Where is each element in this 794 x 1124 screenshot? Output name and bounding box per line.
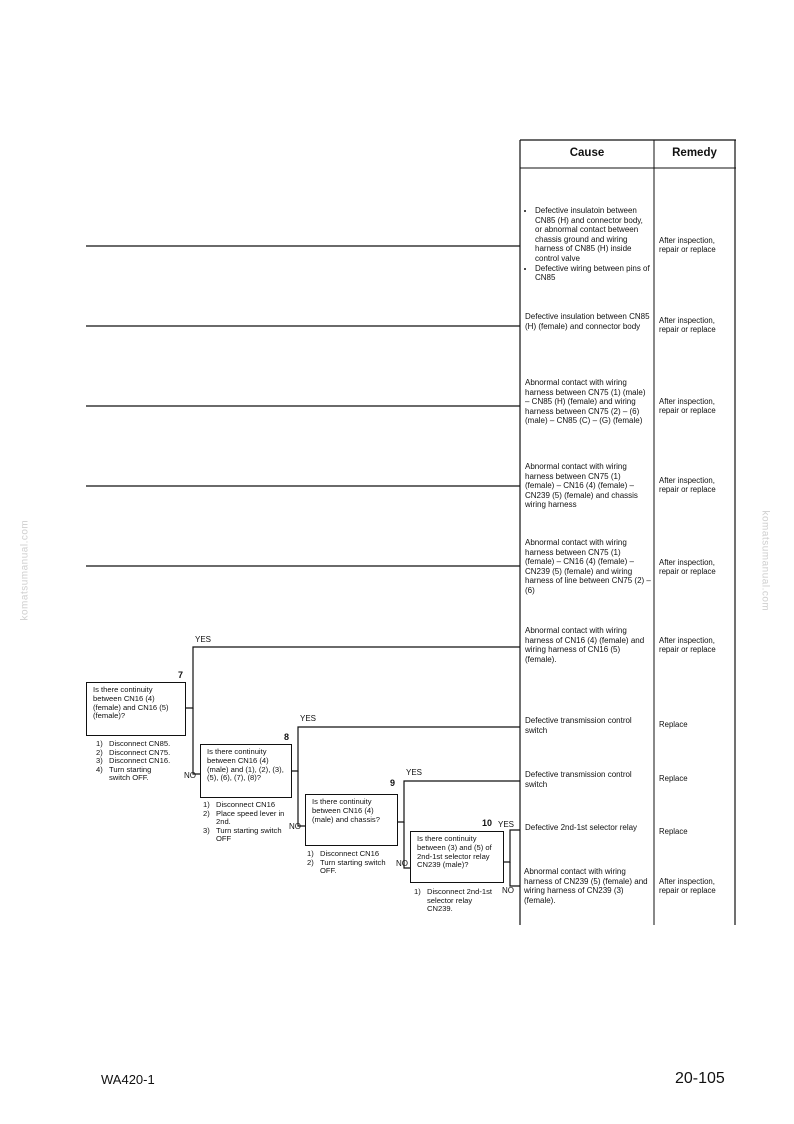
cause-5: Abnormal contact with wiring harness between CN75 (1) (female) – CN16 (4) (female) – CN239 (5) (female) and wiring harness of line between CN75 (2) – (6) (525, 538, 651, 595)
step-7-number: 7 (178, 670, 184, 680)
cause-column-header: Cause (569, 147, 605, 159)
step-7-inst-4-num: 4) (96, 764, 103, 774)
step-10-question: Is there continuity between (3) and (5) of 2nd-1st selector relay CN239 (male)? (410, 831, 504, 883)
remedy-7: Replace (659, 720, 688, 729)
step-9-inst-2: Turn starting switch OFF. (320, 857, 386, 876)
step-7-question: Is there continuity between CN16 (4) (female) and CN16 (5) (female)? (86, 682, 186, 736)
cause-1-bullet-2: • Defective wiring between pins of CN85 (535, 264, 652, 283)
remedy-column-header: Remedy (672, 147, 717, 159)
step-10-number: 10 (482, 818, 493, 828)
step-8-yes-label: YES (300, 714, 317, 723)
step-7-inst-3: Disconnect CN16. (109, 756, 171, 766)
step-7-inst-2: Disconnect CN75. (109, 747, 171, 757)
remedy-1: After inspection, repair or replace (659, 236, 716, 255)
step-7-inst-1: Disconnect CN85. (109, 739, 171, 748)
step-9-inst-2-num: 2) (307, 857, 314, 867)
step-8-number: 8 (284, 732, 290, 742)
step-7-yes-label: YES (195, 635, 212, 644)
step-8-inst-2-num: 2) (203, 808, 210, 818)
step-9-no-label: NO (396, 859, 408, 868)
step-7-inst-3-num: 3) (96, 756, 103, 766)
footer-model: WA420-1 (101, 1072, 155, 1087)
step-8-inst-1-num: 1) (203, 800, 210, 809)
step-7-inst-2-num: 2) (96, 747, 103, 757)
step-8-question: Is there continuity between CN16 (4) (male) and (1), (2), (3), (5), (6), (7), (8)? (200, 744, 292, 798)
watermark-right: komatsumanual.com (759, 510, 771, 612)
step-10-no-label: NO (502, 886, 514, 895)
step-8-inst-2: Place speed lever in 2nd. (216, 808, 285, 827)
cause-3: Abnormal contact with wiring harness between CN75 (1) (male) – CN85 (H) (female) and wiring harness between CN75 (2) – (6) (male) – CN85 (C) – (G) (female) (525, 378, 646, 426)
step-7-instructions (96, 740, 174, 783)
step-9-inst-1-num: 1) (307, 849, 314, 858)
remedy-3: After inspection, repair or replace (659, 397, 716, 416)
step-10-inst-1: Disconnect 2nd-1st selector relay CN239. (427, 887, 493, 914)
cause-1-bullet-1: • Defective insulatoin between CN85 (H) and connector body, or abnormal contact between chassis ground and wiring harness of CN85 (H) inside control valve (535, 206, 652, 264)
remedy-9: Replace (659, 827, 688, 836)
step-7-inst-1-num: 1) (96, 739, 103, 748)
step-9-yes-label: YES (406, 768, 423, 777)
cause-6: Abnormal contact with wiring harness of CN16 (4) (female) and wiring harness of CN16 (5) (female). (525, 626, 645, 664)
step-8-inst-3: Turn starting switch OFF (216, 825, 282, 844)
remedy-10: After inspection, repair or replace (659, 877, 716, 896)
step-10-instructions (414, 888, 496, 914)
watermark-left: komatsumanual.com (19, 519, 31, 621)
footer-page-number: 20-105 (675, 1070, 725, 1087)
step-9-instructions (307, 850, 397, 876)
cause-2: Defective insulation between CN85 (H) (female) and connector body (525, 312, 650, 331)
step-10-inst-1-num: 1) (414, 887, 421, 896)
step-8-no-label: NO (289, 822, 301, 831)
step-9-question: Is there continuity between CN16 (4) (male) and chassis? (305, 794, 398, 846)
step-8-instructions (203, 801, 291, 844)
remedy-5: After inspection, repair or replace (659, 558, 716, 577)
cause-10: Abnormal contact with wiring harness of CN239 (5) (female) and wiring harness of CN239 (3) (female). (524, 867, 648, 905)
remedy-8: Replace (659, 774, 688, 783)
cause-1 (526, 206, 652, 283)
cause-8: Defective transmission control switch (525, 770, 632, 789)
remedy-2: After inspection, repair or replace (659, 316, 716, 335)
remedy-4: After inspection, repair or replace (659, 476, 716, 495)
step-7-inst-4: Turn starting switch OFF. (109, 764, 152, 783)
step-7-no-label: NO (184, 771, 196, 780)
cause-7: Defective transmission control switch (525, 716, 632, 735)
cause-4: Abnormal contact with wiring harness between CN75 (1) (female) – CN16 (4) (female) – CN239 (5) (female) and chassis wiring harness (525, 462, 638, 510)
step-9-number: 9 (390, 778, 396, 788)
step-8-inst-3-num: 3) (203, 825, 210, 835)
step-9-inst-1: Disconnect CN16 (320, 849, 380, 858)
remedy-6: After inspection, repair or replace (659, 636, 716, 655)
cause-9: Defective 2nd-1st selector relay (525, 823, 638, 832)
step-10-yes-label: YES (498, 820, 515, 829)
step-8-inst-1: Disconnect CN16 (216, 800, 276, 809)
